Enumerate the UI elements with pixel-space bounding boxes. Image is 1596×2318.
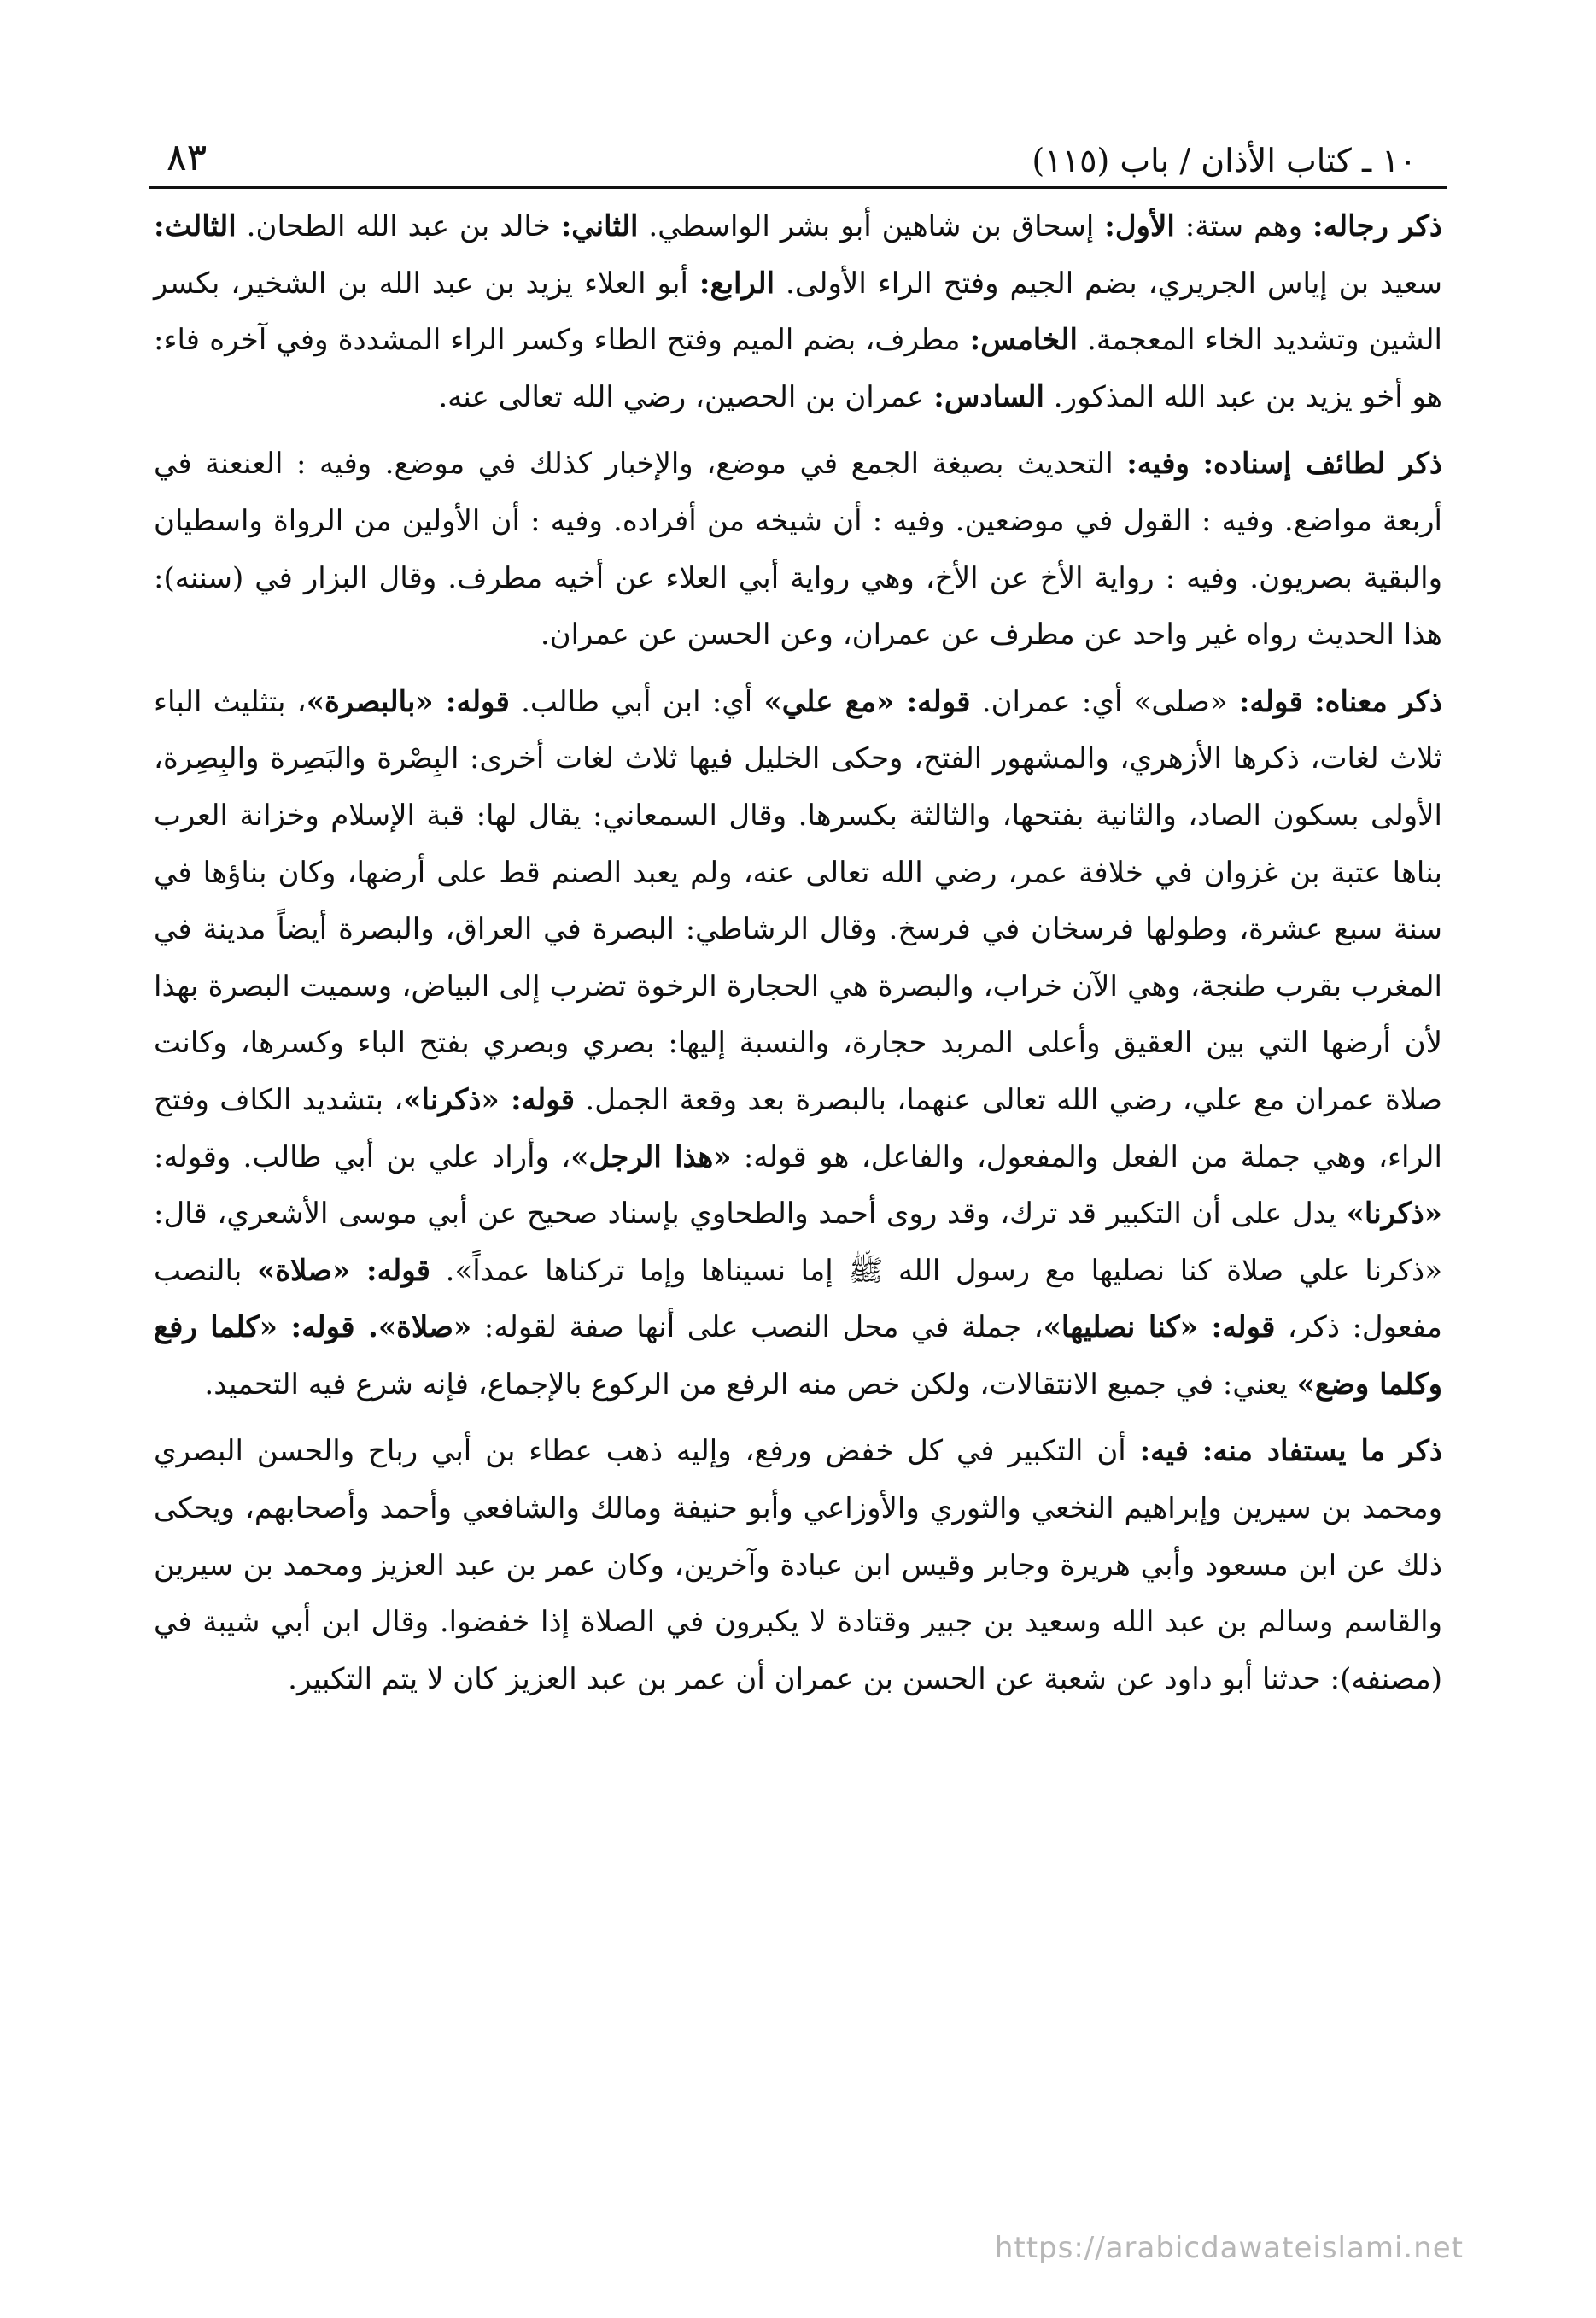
text-run: أي: ابن أبي طالب. [509, 684, 764, 719]
bold-term: الثاني: [560, 209, 639, 243]
body-paragraph [154, 1423, 1442, 1707]
text-run: سعيد بن إياس الجريري، بضم الجيم وفتح الراء الأولى. [775, 266, 1442, 301]
paragraph-heading: ذكر رجاله: [1312, 209, 1442, 243]
text-run: وهم ستة: [1174, 209, 1312, 243]
running-head: ١٠ ـ كتاب الأذان / باب (١١٥) [1032, 142, 1417, 179]
page-header [149, 111, 1447, 179]
body-paragraph [154, 198, 1442, 425]
bold-term: الخامس: [969, 323, 1078, 358]
bold-term: الثالث: [154, 209, 237, 243]
text-run: عمران بن الحصين، رضي الله تعالى عنه. [438, 379, 934, 414]
bold-term: قوله: «كنا نصليها» [1043, 1310, 1276, 1345]
bold-term: وفيه: [1126, 447, 1190, 482]
bold-term: قوله: «مع علي» [763, 684, 971, 719]
page-number: ٨٣ [167, 136, 208, 179]
bold-term: قوله: «صلاة» [256, 1253, 431, 1288]
bold-term: السادس: [933, 379, 1044, 414]
text-run: بالنصب مفعول: ذكر، [154, 1253, 1443, 1345]
body-paragraph [154, 674, 1442, 1414]
text-run: التحديث بصيغة الجمع في موضع، والإخبار كذلك في موضع. وفيه : العنعنة في أربعة مواضع. وفيه : القول في موضعين. وفيه : أن شيخه من أفراده. وفيه : أن الأولين من الرواة واسطيان والبقية بصريون. وفيه : رواية الأخ عن الأخ، وهي رواية أبي العلاء عن أخيه مطرف. وقال البزار في (سننه): هذا الحديث رواه غير واحد عن مطرف عن عمران، وعن الحسن عن عمران. [154, 447, 1442, 653]
paragraph-heading: ذكر ما يستفاد منه: [1201, 1434, 1442, 1469]
text-run [1189, 1434, 1202, 1468]
text-run: ، بتشديد الكاف وفتح الراء، وهي جملة من الفعل والمفعول، والفاعل، هو قوله: [154, 1082, 1442, 1174]
bold-term: قوله: «ذكرنا» [403, 1082, 576, 1117]
bold-term: الرابع: [699, 266, 775, 301]
page-body [154, 198, 1442, 1707]
body-paragraph [154, 436, 1442, 663]
bold-term: الأول: [1104, 209, 1175, 243]
bold-term: قوله: «بالبصرة» [306, 684, 510, 719]
text-run: خالد بن عبد الله الطحان. [236, 209, 561, 243]
bold-term: «هذا الرجل» [570, 1139, 732, 1174]
bold-term: قوله: [1238, 684, 1303, 719]
bold-term: «ذكرنا» [1346, 1197, 1442, 1232]
header-rule [149, 186, 1447, 189]
text-run: يدل على أن التكبير قد ترك، وقد روى أحمد والطحاوي بإسناد صحيح عن أبي موسى الأشعري، قال: «ذكرنا علي صلاة كنا نصليها مع رسول الله ﷺ إما نسيناها وإما تركناها عمداً». [154, 1197, 1442, 1288]
text-run: إسحاق بن شاهين أبو بشر الواسطي. [638, 209, 1105, 243]
paragraph-heading: ذكر معناه: [1314, 684, 1442, 719]
text-run: أبو العلاء يزيد بن عبد الله بن الشخير، بكسر الشين وتشديد الخاء المعجمة. [154, 266, 1443, 358]
text-run: ، جملة في محل النصب على أنها صفة لقوله: [471, 1310, 1044, 1345]
bold-term: «صلاة». قوله: «كلما رفع وكلما وضع» [154, 1310, 1442, 1402]
text-run: يعني: في جميع الانتقالات، ولكن خص منه الرفع من الركوع بالإجماع، فإنه شرع فيه التحميد. [204, 1367, 1297, 1402]
text-run: «صلى» أي: عمران. [970, 684, 1239, 719]
watermark-url: https://arabicdawateislami.net [994, 2231, 1464, 2265]
text-run [1190, 447, 1203, 481]
bold-term: فيه: [1139, 1434, 1189, 1469]
text-run: ، بتثليث الباء ثلاث لغات، ذكرها الأزهري، والمشهور الفتح، وحكى الخليل فيها ثلاث لغات أخرى: البِصْرة والبَصِرة والبِصِرة، الأولى بسكون الصاد، والثانية بفتحها، والثالثة بكسرها. وقال السمعاني: يقال لها: قبة الإسلام وخزانة العرب بناها عتبة بن غزوان في خلافة عمر، رضي الله تعالى عنه، ولم يعبد الصنم قط على أرضها، وكان بناؤها في سنة سبع عشرة، وطولها فرسخان في فرسخ. وقال الرشاطي: البصرة في العراق، والبصرة أيضاً مدينة في المغرب بقرب طنجة، وهي الآن خراب، والبصرة هي الحجارة الرخوة تضرب إلى البياض، وسميت البصرة بهذا لأن أرضها التي بين العقيق وأعلى المربد حجارة، والنسبة إليها: بصري وبصري بفتح الباء وكسرها، وكانت صلاة عمران مع علي، رضي الله تعالى عنهما، بالبصرة بعد وقعة الجمل. [154, 684, 1442, 1117]
text-run: ، وأراد علي بن أبي طالب. وقوله: [154, 1139, 571, 1174]
paragraph-heading: ذكر لطائف إسناده: [1202, 447, 1442, 482]
text-run [1303, 685, 1314, 719]
text-run: مطرف، بضم الميم وفتح الطاء وكسر الراء المشددة وفي آخره فاء: هو أخو يزيد بن عبد الله المذكور. [154, 323, 1442, 414]
text-run: أن التكبير في كل خفض ورفع، وإليه ذهب عطاء بن أبي رباح والحسن البصري ومحمد بن سيرين وإبراهيم النخعي والثوري والأوزاعي وأبو حنيفة ومالك والشافعي وأحمد وأصحابهم، ويحكى ذلك عن ابن مسعود وأبي هريرة وجابر وقيس ابن عبادة وآخرين، وكان عمر بن عبد العزيز ومحمد بن سيرين والقاسم وسالم بن عبد الله وسعيد بن جبير وقتادة لا يكبرون في الصلاة إذا خفضوا. وقال ابن أبي شيبة في (مصنفه): حدثنا أبو داود عن شعبة عن الحسن بن عمران أن عمر بن عبد العزيز كان لا يتم التكبير. [154, 1434, 1442, 1696]
